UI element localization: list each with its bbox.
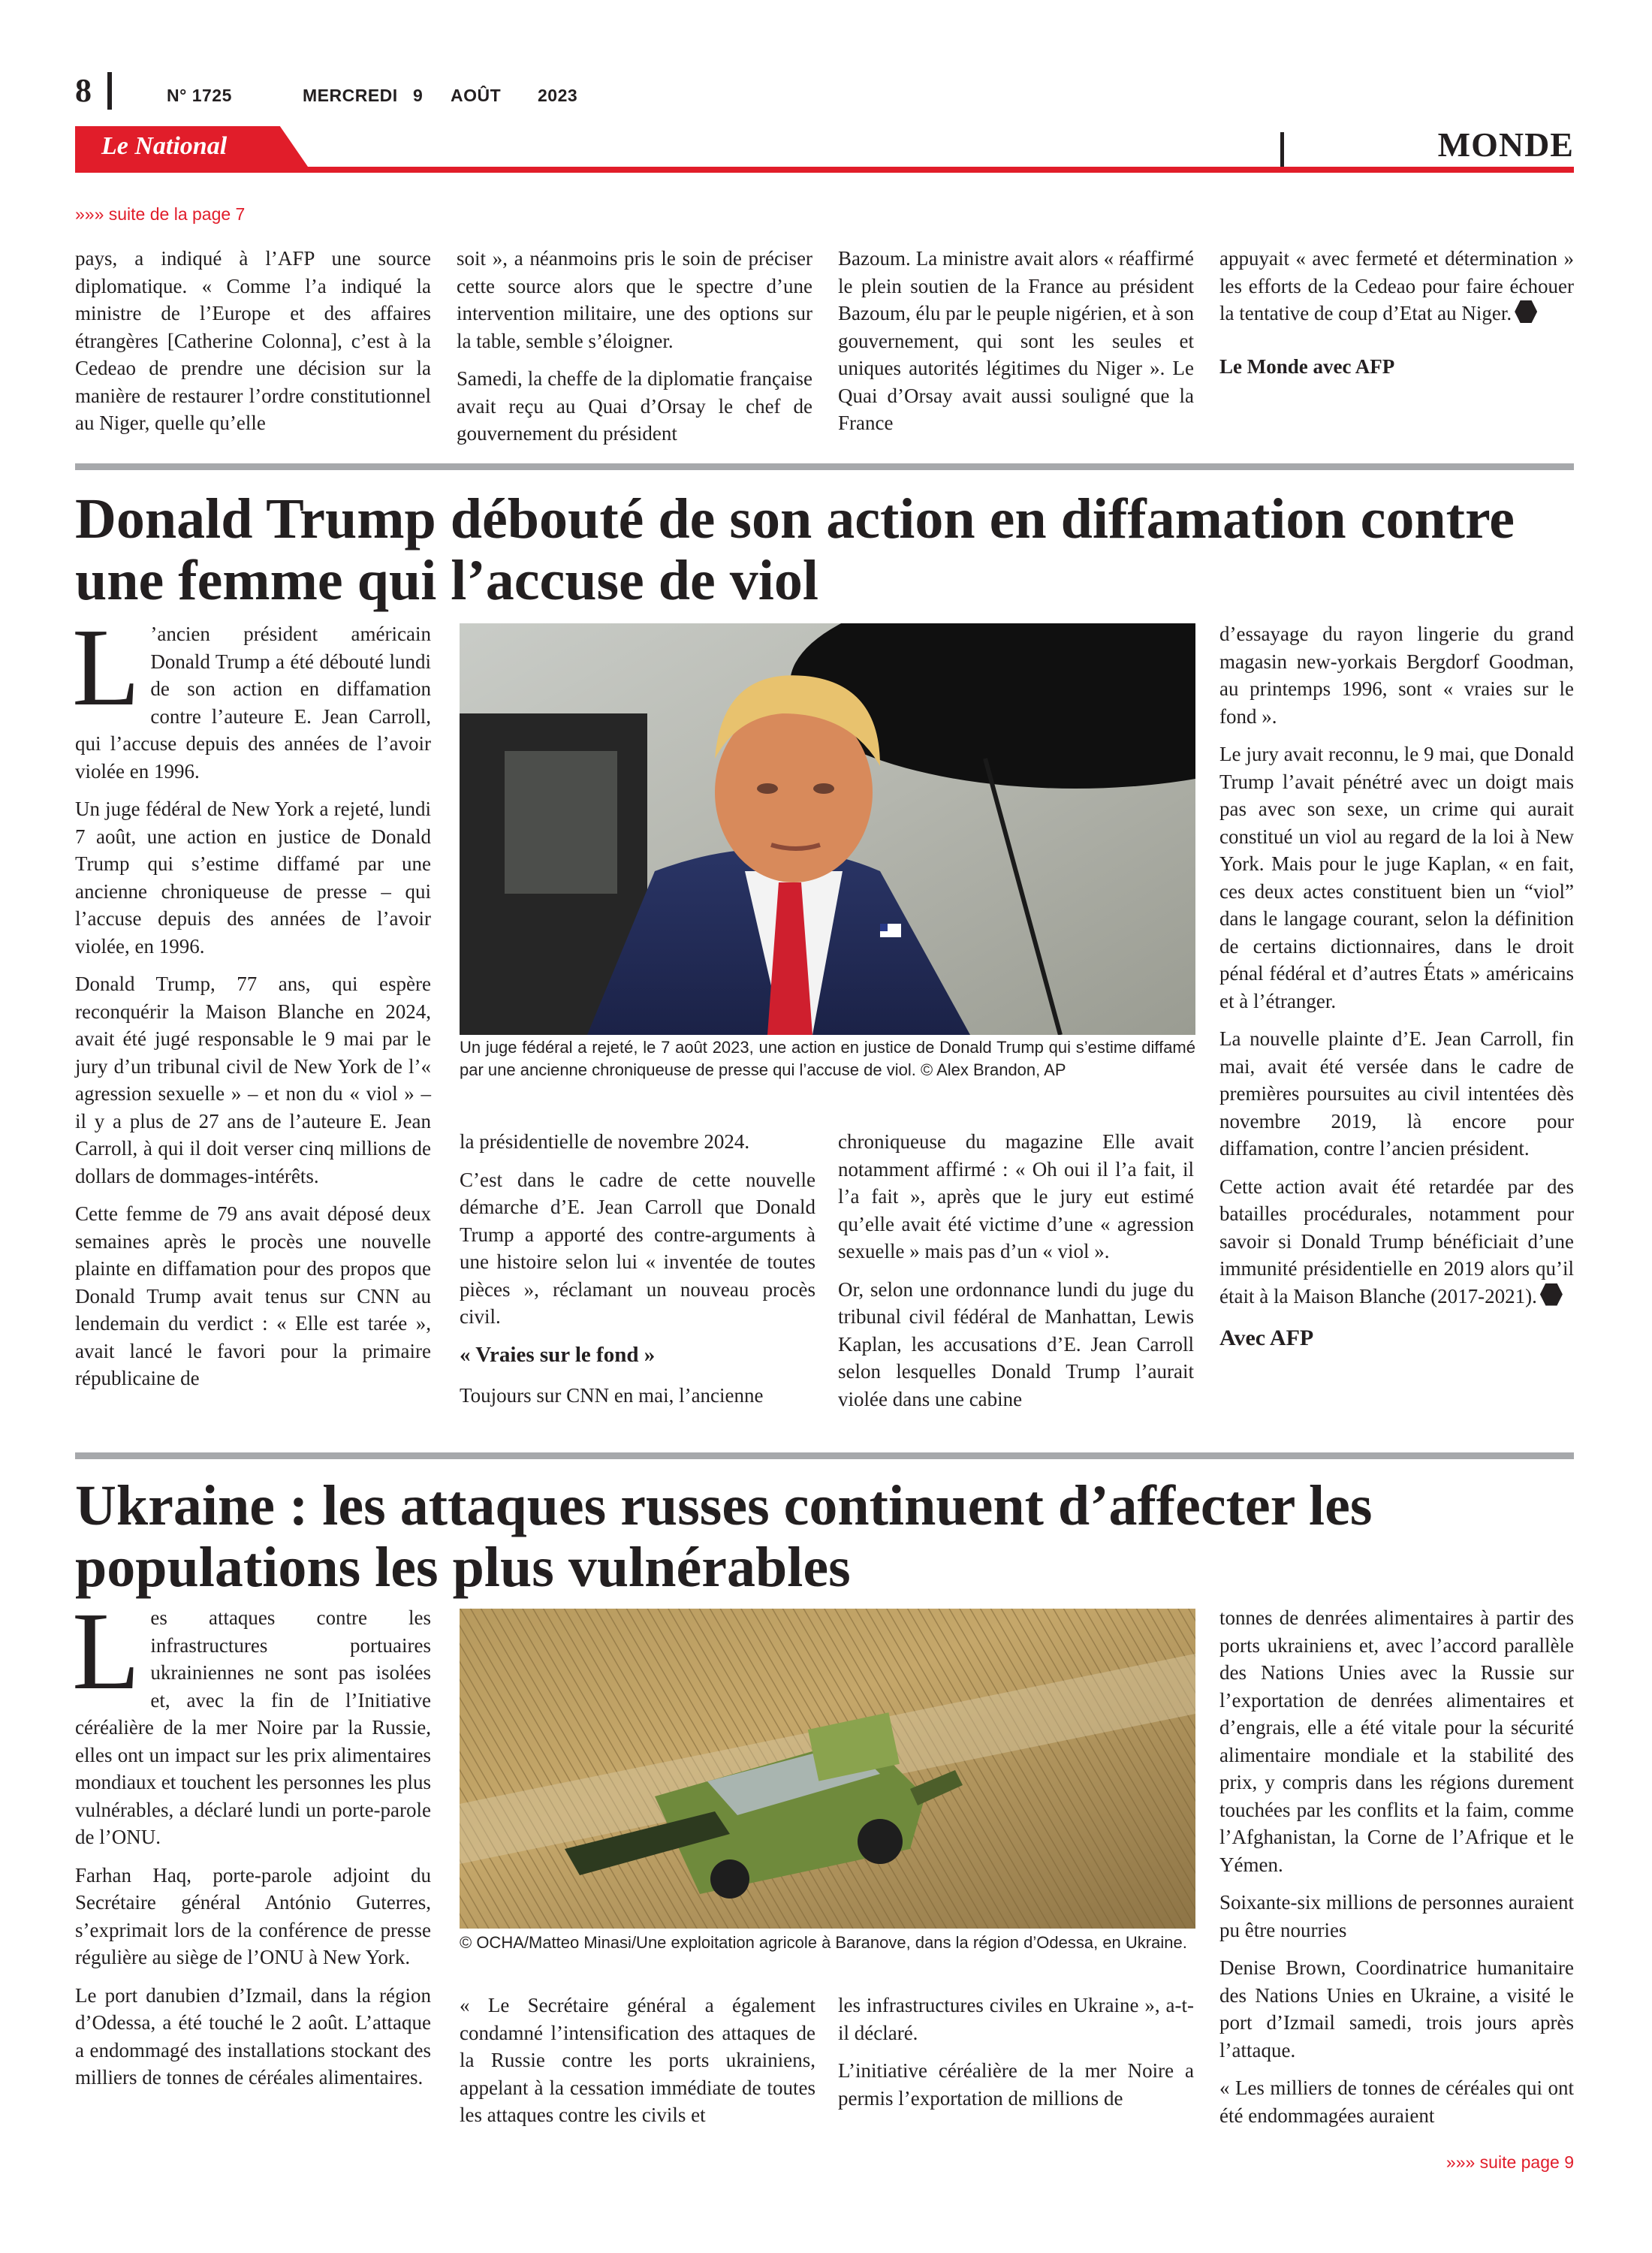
article2-paragraph-1: es attaques contre les infrastructures portuaires ukrainiennes ne sont pas isolées et, avec la fin de l’Initiative céréalière de la mer Noire par la Russie, elles ont un impact sur les prix alimentaires mondiaux et touchent les personnes les plus vulnérables, a déclaré lundi un porte-parole de l’ONU. [75, 1606, 431, 1848]
issue-date: 9 [413, 86, 424, 105]
end-of-article-icon [1540, 1283, 1563, 1306]
article1-paragraph-4: Cette femme de 79 ans avait déposé deux semaines après le procès une nouvelle plainte en diffamation pour des propos que Donald Trump avait tenus sur CNN au lendemain du verdict : « Elle est tarée », avait lancé le favori pour la primaire républicaine de [75, 1202, 431, 1389]
article1-column-4 [1219, 620, 1574, 1353]
article2-right-paragraph-2: Soixante-six millions de personnes auraient pu être nourries [1219, 1891, 1574, 1941]
article2-paragraph-2: Farhan Haq, porte-parole adjoint du Secrétaire général António Guterres, s’exprimait lors de la conférence de presse régulière au siège de l’ONU à New York. [75, 1863, 431, 1968]
continued-from-link[interactable]: »»» suite de la page 7 [75, 204, 246, 224]
issue-number: N° 1725 [167, 86, 232, 105]
intro-column-4 [1219, 245, 1574, 380]
article1-mid2-paragraph-1: chroniqueuse du magazine Elle avait notamment affirmé : « Oh oui il l’a fait, il l’a fait », après que le jury eut estimé qu’elle avait été victime d’une « agression sexuelle » mais pas d’un « viol ». [838, 1130, 1194, 1262]
article1-mid1-paragraph-3: Toujours sur CNN en mai, l’ancienne [460, 1384, 764, 1407]
section-title: MONDE [1437, 125, 1574, 164]
article2-column-4 [1219, 1604, 1574, 2129]
article2-paragraph-3: Le port danubien d’Izmail, dans la région d’Odessa, a été touché le 2 août. L’attaque a endommagé des installations stockant des milliers de tonnes de céréales alimentaires. [75, 1983, 431, 2089]
trump-photo [460, 623, 1195, 1035]
intro-col3-text: Bazoum. La ministre avait alors « réaffirmé le plein soutien de la France au président Bazoum, élu par le peuple nigérien, et à son gouvernement, qui sont les seules et uniques autorités légitimes du Niger ». Le Quai d’Orsay avait aussi souligné que la France [838, 247, 1194, 434]
article1-paragraph-3: Donald Trump, 77 ans, qui espère reconquérir la Maison Blanche en 2024, avait été jugé responsable le 9 mai par le jury d’un tribunal civil de New York de l’« agression sexuelle » – et non du « viol » – il y a plus de 27 ans de l’auteure E. Jean Carroll, à qui il doit verser cinq millions de dollars de dommages-intérêts. [75, 973, 431, 1187]
harvester-photo-illustration [460, 1609, 1195, 1929]
article2-mid1-text: « Le Secrétaire général a également condamné l’intensification des attaques de la Russie contre les ports ukrainiens, appelant à la cessation immédiate de toutes les attaques contre les civils et [460, 1994, 815, 2126]
article1-column-3 [838, 1128, 1194, 1413]
page-number-divider [107, 72, 112, 110]
continued-on-link[interactable]: »»» suite page 9 [1446, 2152, 1574, 2172]
section-divider [1280, 132, 1284, 168]
section-rule-1 [75, 463, 1574, 470]
intro-column-3 [838, 245, 1194, 437]
intro-signature: Le Monde avec AFP [1219, 354, 1395, 378]
trump-photo-caption: Un juge fédéral a rejeté, le 7 août 2023, une action en justice de Donald Trump qui s’estime diffamé par une ancienne chroniqueuse de presse qui l’accuse de viol. © Alex Brandon, AP [460, 1038, 1195, 1079]
intro-column-1 [75, 245, 431, 437]
article2-column-2 [460, 1992, 815, 2129]
issue-month: AOÛT [451, 86, 502, 105]
article1-right-paragraph-4: Cette action avait été retardée par des batailles procédurales, notamment pour savoir si Donald Trump bénéficiait d’une immunité présidentielle en 2019 alors qu’il était à la Maison Blanche (2017-2021). [1219, 1175, 1574, 1307]
article1-dropcap: L [72, 606, 140, 729]
intro-column-2 [457, 245, 812, 448]
article2-right-paragraph-4: « Les milliers de tonnes de céréales qui ont été endommagées auraient [1219, 2077, 1574, 2127]
article1-mid1-paragraph-2: C’est dans le cadre de cette nouvelle démarche d’E. Jean Carroll que Donald Trump a apporté des contre-arguments à une histoire selon lui « inventée de toutes pièces », réclamant un nouveau procès civil. [460, 1168, 815, 1328]
intro-col4-text: appuyait « avec fermeté et détermination » les efforts de la Cedeao pour faire échouer la tentative de coup d’Etat au Niger. [1219, 247, 1574, 324]
article1-right-paragraph-1: d’essayage du rayon lingerie du grand magasin new-yorkais Bergdorf Goodman, au printemps 1996, sont « vraies sur le fond ». [1219, 623, 1574, 728]
article1-subheading: « Vraies sur le fond » [460, 1342, 656, 1367]
issue-day: MERCREDI [303, 86, 398, 105]
section-rule-2 [75, 1452, 1574, 1459]
article2-dropcap: L [72, 1590, 140, 1713]
intro-col2-paragraph-1: soit », a néanmoins pris le soin de préciser cette source alors que le spectre d’une intervention militaire, une des options sur la table, semble s’éloigner. [457, 247, 812, 352]
article1-mid1-paragraph-1: la présidentielle de novembre 2024. [460, 1130, 750, 1153]
article2-headline: Ukraine : les attaques russes continuent d’affecter les populations les plus vulnérables [75, 1474, 1373, 1599]
header-rule [75, 167, 1574, 173]
article1-paragraph-1: ’ancien président américain Donald Trump a été débouté lundi de son action en diffamation contre l’auteure E. Jean Carroll, qui l’accuse depuis des années de l’avoir violée en 1996. [75, 623, 431, 783]
harvester-photo [460, 1609, 1195, 1929]
harvester-photo-caption: © OCHA/Matteo Minasi/Une exploitation agricole à Baranove, dans la région d’Odessa, en Ukraine. [460, 1933, 1187, 1952]
article1-right-paragraph-2: Le jury avait reconnu, le 9 mai, que Donald Trump l’avait pénétré avec un doigt mais pas avec son sexe, un crime qui aurait constitué un viol au regard de la loi à New York. Mais pour le juge Kaplan, « en fait, ces deux actes constituent bien un “viol” dans le langage courant, selon la définition de certains dictionnaires, dans le droit pénal fédéral et d’autres États » américains et à l’étranger. [1219, 743, 1574, 1012]
intro-col2-paragraph-2: Samedi, la cheffe de la diplomatie française avait reçu au Quai d’Orsay le chef de gouvernement du président [457, 367, 812, 445]
article2-column-1 [72, 1590, 431, 2092]
article2-right-paragraph-1: tonnes de denrées alimentaires à partir des ports ukrainiens et, avec l’accord parallèle des Nations Unies avec la Russie sur l’exportation de denrées alimentaires et d’engrais, elle a été vitale pour la sécurité alimentaire mondiale et la stabilité des prix, y compris dans les régions durement touchées par les conflits et la faim, comme l’Afghanistan, la Corne de l’Afrique et le Yémen. [1219, 1606, 1574, 1876]
end-of-article-icon [1515, 300, 1537, 323]
intro-col1-text: pays, a indiqué à l’AFP une source diplomatique. « Comme l’a indiqué la ministre de l’Europe et des affaires étrangères [Catherine Colonna], c’est à la Cedeao de prendre une décision sur la manière de restaurer l’ordre constitutionnel au Niger, quelle qu’elle [75, 247, 431, 434]
brand-name: Le National [101, 132, 228, 160]
article1-column-2 [460, 1128, 815, 1410]
page-number: 8 [75, 72, 92, 109]
trump-photo-illustration [460, 623, 1195, 1035]
article1-signature: Avec AFP [1219, 1326, 1314, 1350]
article1-right-paragraph-3: La nouvelle plainte d’E. Jean Carroll, fin mai, avait été versée dans le cadre de premières poursuites au civil intentées dès novembre 2019, là encore pour diffamation, contre l’ancien président. [1219, 1027, 1574, 1160]
article1-column-1 [72, 606, 431, 1392]
article2-mid2-paragraph-1: les infrastructures civiles en Ukraine », a-t-il déclaré. [838, 1994, 1194, 2044]
article1-mid2-paragraph-2: Or, selon une ordonnance lundi du juge du tribunal civil fédéral de Manhattan, Lewis Kaplan, les accusations d’E. Jean Carroll selon lesquelles Donald Trump l’aurait violée dans une cabine [838, 1277, 1194, 1410]
issue-year: 2023 [538, 86, 578, 105]
article2-mid2-paragraph-2: L’initiative céréalière de la mer Noire a permis l’exportation de millions de [838, 2059, 1194, 2110]
article1-paragraph-2: Un juge fédéral de New York a rejeté, lundi 7 août, une action en justice de Donald Trump qui s’estime diffamé par une ancienne chroniqueuse de presse – qui l’accuse depuis des années de l’avoir violée, en 1996. [75, 798, 431, 958]
article2-right-paragraph-3: Denise Brown, Coordinatrice humanitaire des Nations Unies en Ukraine, a visité le port d’Izmail samedi, trois jours après l’attaque. [1219, 1956, 1574, 2061]
article1-headline: Donald Trump débouté de son action en diffamation contre une femme qui l’accuse de viol [75, 487, 1515, 612]
article2-column-3 [838, 1992, 1194, 2112]
